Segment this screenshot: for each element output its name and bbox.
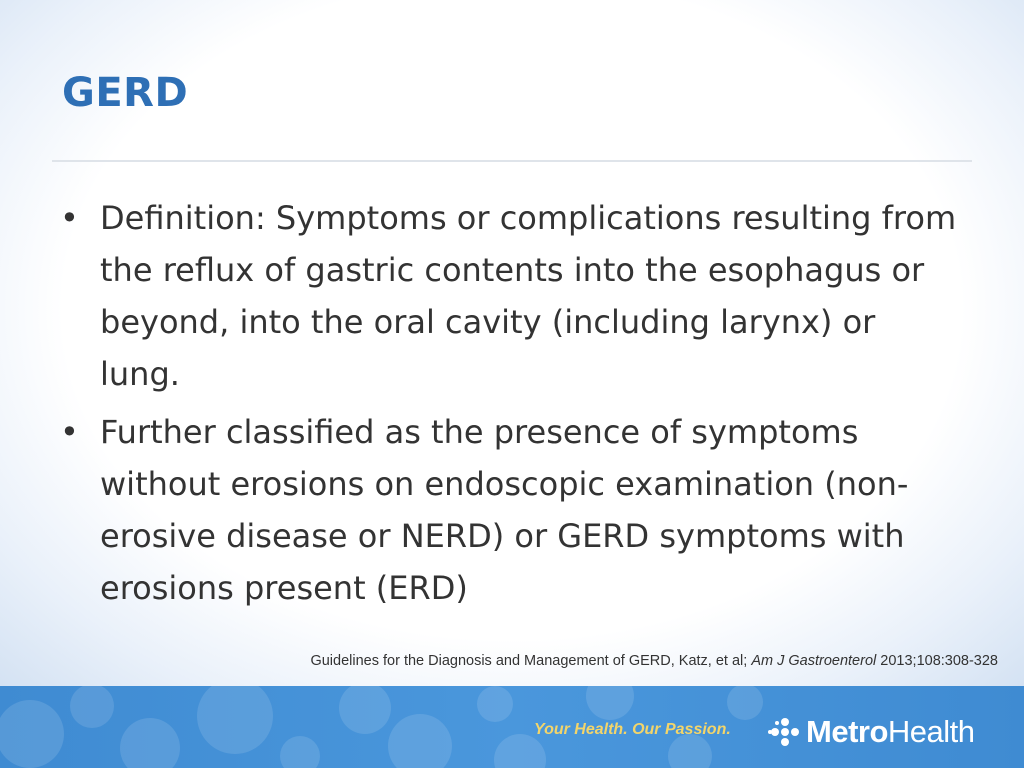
citation: [310, 653, 998, 669]
title-divider: [52, 160, 972, 162]
citation-ref: 2013;108:308-328: [876, 653, 998, 669]
bullet-item-classification: [60, 406, 960, 614]
footer-band: [0, 686, 1024, 768]
bullet-item-definition: [60, 192, 960, 400]
bullet-text: Definition: Symptoms or complications resulting from the reflux of gastric contents into the esophagus or beyond, into the oral cavity (including larynx) or lung.: [100, 199, 957, 393]
slide-title: GERD: [62, 70, 189, 116]
footer-tagline: Your Health. Our Passion.: [534, 721, 731, 738]
citation-journal: Am J Gastroenterol: [751, 653, 877, 669]
bullet-list: [60, 192, 960, 620]
metrohealth-dots-icon: [768, 717, 802, 747]
bullet-text: Further classified as the presence of symptoms without erosions on endoscopic examination (non-erosive disease or NERD) or GERD symptoms with erosions present (ERD): [100, 413, 909, 607]
bullet-marker: •: [60, 413, 79, 451]
citation-text: Guidelines for the Diagnosis and Management of GERD, Katz, et al;: [310, 653, 752, 669]
logo-wordmark-metro: Metro: [806, 714, 888, 749]
bullet-marker: •: [60, 199, 79, 237]
logo-wordmark-health: Health: [887, 714, 975, 749]
metrohealth-logo: [768, 712, 975, 752]
